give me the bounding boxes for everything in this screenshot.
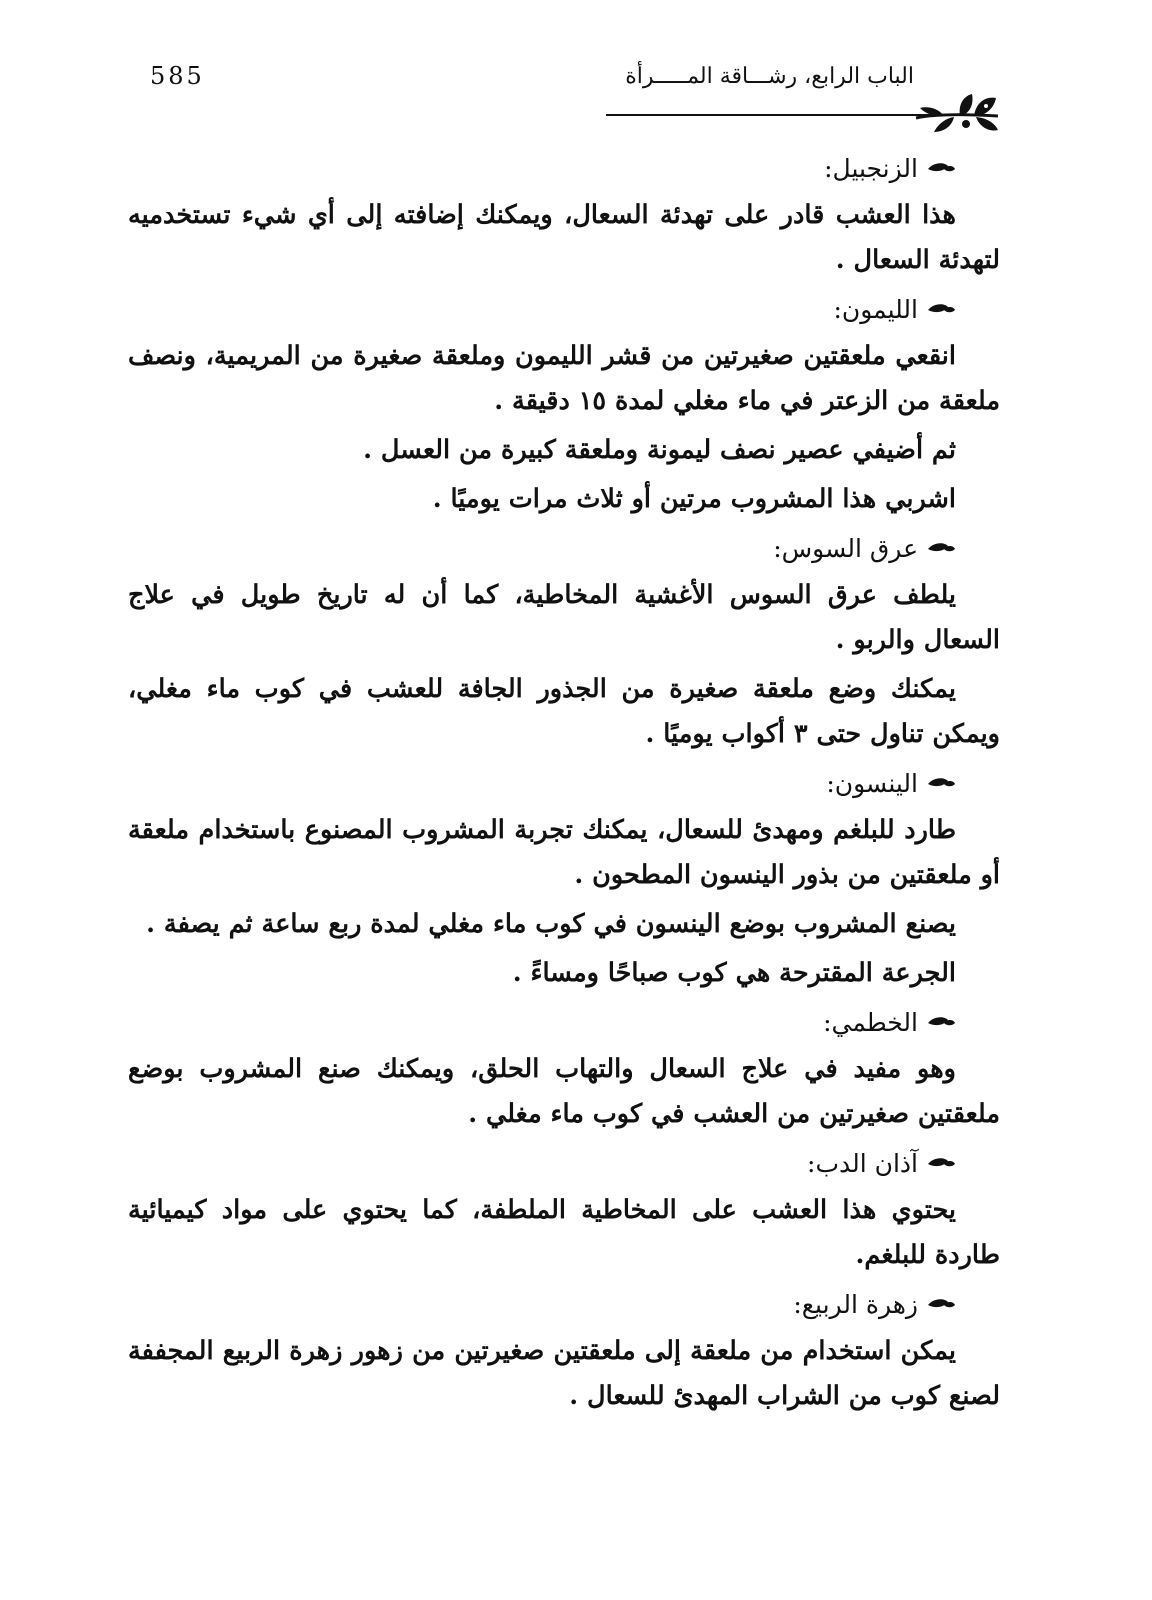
leaf-bullet-icon <box>926 1296 956 1314</box>
paragraph: ثم أضيفي عصير نصف ليمونة وملعقة كبيرة من العسل . <box>363 435 956 465</box>
leaf-bullet-icon <box>926 540 956 558</box>
heading-text: الخطمي: <box>823 1008 918 1037</box>
section-heading <box>128 1282 956 1327</box>
section-heading <box>128 146 956 191</box>
page-header <box>128 56 1000 134</box>
heading-text: آذان الدب: <box>807 1149 918 1178</box>
heading-text: الليمون: <box>833 295 918 324</box>
section-heading <box>128 1141 956 1186</box>
paragraph: طارد للبلغم ومهدئ للسعال، يمكنك تجربة المشروب المصنوع باستخدام ملعقة أو ملعقتين من بذور الينسون المطحون . <box>128 815 1000 890</box>
section-heading <box>128 287 956 332</box>
section-heading <box>128 526 956 571</box>
running-head: الباب الرابع، رشـــاقة المـــــرأة <box>625 64 914 89</box>
heading-text: زهرة الربيع: <box>793 1290 918 1319</box>
leaf-ornament-icon <box>914 92 1000 136</box>
paragraph: اشربي هذا المشروب مرتين أو ثلاث مرات يوميًا . <box>432 484 956 514</box>
paragraph: يصنع المشروب بوضع الينسون في كوب ماء مغلي لمدة ربع ساعة ثم يصفة . <box>146 909 956 939</box>
paragraph: الجرعة المقترحة هي كوب صباحًا ومساءً . <box>512 958 956 988</box>
paragraph: هذا العشب قادر على تهدئة السعال، ويمكنك إضافته إلى أي شيء تستخدميه لتهدئة السعال . <box>128 200 1000 275</box>
heading-text: الزنجبيل: <box>824 154 918 183</box>
heading-text: الينسون: <box>826 769 918 798</box>
header-rule <box>606 114 956 116</box>
leaf-bullet-icon <box>926 775 956 793</box>
leaf-bullet-icon <box>926 1155 956 1173</box>
paragraph: يمكن استخدام من ملعقة إلى ملعقتين صغيرتين من زهور زهرة الربيع المجففة لصنع كوب من الشراب المهدئ للسعال . <box>128 1336 1000 1411</box>
leaf-bullet-icon <box>926 160 956 178</box>
book-page <box>128 56 1000 1556</box>
paragraph: يحتوي هذا العشب على المخاطية الملطفة، كما يحتوي على مواد كيميائية طاردة للبلغم. <box>128 1195 1000 1270</box>
section-heading <box>128 761 956 806</box>
heading-text: عرق السوس: <box>773 534 918 563</box>
leaf-bullet-icon <box>926 301 956 319</box>
page-number: 585 <box>150 62 205 90</box>
paragraph: يمكنك وضع ملعقة صغيرة من الجذور الجافة للعشب في كوب ماء مغلي، ويمكن تناول حتى ٣ أكواب يوميًا . <box>128 674 1000 749</box>
paragraph: انقعي ملعقتين صغيرتين من قشر الليمون وملعقة صغيرة من المريمية، ونصف ملعقة من الزعتر في ماء مغلي لمدة ١٥ دقيقة . <box>128 341 1000 416</box>
section-heading <box>128 1000 956 1045</box>
paragraph: وهو مفيد في علاج السعال والتهاب الحلق، ويمكنك صنع المشروب بوضع ملعقتين صغيرتين من العشب في كوب ماء مغلي . <box>128 1054 1000 1129</box>
leaf-bullet-icon <box>926 1014 956 1032</box>
page-content <box>128 146 1000 1419</box>
paragraph: يلطف عرق السوس الأغشية المخاطية، كما أن له تاريخ طويل في علاج السعال والربو . <box>128 580 1000 655</box>
